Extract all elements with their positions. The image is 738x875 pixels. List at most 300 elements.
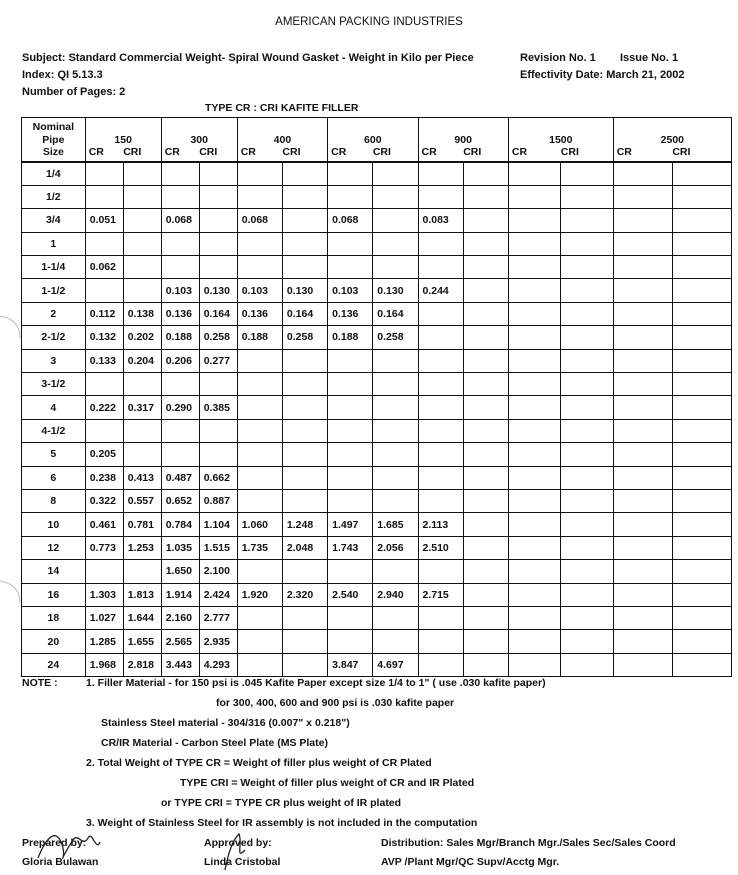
cri-weight-cell <box>561 256 613 279</box>
cri-weight-cell <box>673 606 732 629</box>
cr-weight-cell: 0.773 <box>85 536 123 559</box>
cr-weight-cell <box>418 256 463 279</box>
cr-weight-cell <box>418 326 463 349</box>
cr-weight-cell: 2.160 <box>161 606 199 629</box>
cri-weight-cell: 0.130 <box>373 279 418 302</box>
effectivity-date: Effectivity Date: March 21, 2002 <box>520 69 685 81</box>
cri-weight-cell <box>463 185 508 208</box>
cr-weight-cell <box>418 396 463 419</box>
cr-weight-cell <box>418 419 463 442</box>
cri-weight-cell <box>561 302 613 325</box>
cri-weight-cell: 0.164 <box>282 302 327 325</box>
table-row <box>22 443 732 466</box>
pipe-size-cell: 1 <box>22 232 86 255</box>
cri-weight-cell <box>561 513 613 536</box>
cr-weight-cell: 0.652 <box>161 489 199 512</box>
prepared-signature <box>28 818 123 873</box>
cri-weight-cell <box>463 279 508 302</box>
cri-weight-cell: 1.644 <box>123 606 161 629</box>
cri-weight-cell <box>561 443 613 466</box>
cri-weight-cell <box>463 396 508 419</box>
cr-weight-cell <box>613 560 673 583</box>
cri-weight-cell <box>673 653 732 676</box>
cr-weight-cell <box>328 419 373 442</box>
cr-label: CR <box>331 146 347 158</box>
cri-weight-cell: 0.413 <box>123 466 161 489</box>
cr-weight-cell <box>508 162 560 186</box>
cri-weight-cell: 0.662 <box>199 466 237 489</box>
cri-weight-cell <box>463 489 508 512</box>
cr-weight-cell <box>508 256 560 279</box>
cr-weight-cell: 2.715 <box>418 583 463 606</box>
cr-weight-cell: 0.103 <box>237 279 282 302</box>
pipe-size-cell: 1/4 <box>22 162 86 186</box>
cr-weight-cell <box>237 489 282 512</box>
pages-line: Number of Pages: 2 <box>22 86 126 98</box>
cr-weight-cell: 1.920 <box>237 583 282 606</box>
cri-weight-cell: 0.202 <box>123 326 161 349</box>
cri-weight-cell <box>561 349 613 372</box>
cri-weight-cell <box>561 630 613 653</box>
cr-label: CR <box>164 146 180 158</box>
cr-weight-cell <box>613 302 673 325</box>
cri-weight-cell <box>673 513 732 536</box>
note-3: 3. Weight of Stainless Steel for IR assembly is not included in the computation <box>86 817 478 829</box>
cr-weight-cell <box>613 653 673 676</box>
cri-weight-cell <box>561 185 613 208</box>
cr-weight-cell <box>508 536 560 559</box>
note-2: 2. Total Weight of TYPE CR = Weight of filler plus weight of CR Plated <box>86 757 432 769</box>
pipe-size-cell: 3/4 <box>22 209 86 232</box>
cr-weight-cell <box>613 606 673 629</box>
cri-weight-cell: 1.248 <box>282 513 327 536</box>
approved-signature <box>205 820 285 875</box>
index-line: Index: QI 5.13.3 <box>22 69 103 81</box>
approved-by-name: Linda Cristobal <box>204 856 281 868</box>
cr-weight-cell: 1.060 <box>237 513 282 536</box>
cr-weight-cell <box>418 630 463 653</box>
cri-weight-cell: 4.293 <box>199 653 237 676</box>
prepared-by-name: Gloria Bulawan <box>22 856 99 868</box>
cri-weight-cell: 2.777 <box>199 606 237 629</box>
cr-weight-cell: 3.443 <box>161 653 199 676</box>
cr-weight-cell: 0.133 <box>85 349 123 372</box>
cri-weight-cell <box>282 349 327 372</box>
cr-weight-cell <box>418 162 463 186</box>
pipe-size-cell: 3-1/2 <box>22 373 86 396</box>
cr-weight-cell: 1.968 <box>85 653 123 676</box>
cr-weight-cell <box>161 373 199 396</box>
cr-weight-cell <box>613 466 673 489</box>
cr-weight-cell: 2.540 <box>328 583 373 606</box>
cri-weight-cell <box>463 302 508 325</box>
cri-weight-cell <box>673 349 732 372</box>
cr-weight-cell <box>508 489 560 512</box>
cri-weight-cell <box>373 489 418 512</box>
cr-weight-cell: 0.784 <box>161 513 199 536</box>
cri-weight-cell <box>282 209 327 232</box>
cr-weight-cell: 1.914 <box>161 583 199 606</box>
note-cr-ir-material: CR/IR Material - Carbon Steel Plate (MS Plate) <box>101 737 328 749</box>
table-row <box>22 232 732 255</box>
cri-weight-cell <box>673 560 732 583</box>
cri-label: CRI <box>560 146 579 158</box>
table-row <box>22 560 732 583</box>
cri-weight-cell <box>463 630 508 653</box>
cri-weight-cell <box>282 232 327 255</box>
cri-weight-cell <box>463 443 508 466</box>
cri-weight-cell <box>282 653 327 676</box>
cr-weight-cell: 0.290 <box>161 396 199 419</box>
cri-weight-cell <box>463 583 508 606</box>
cr-weight-cell: 3.847 <box>328 653 373 676</box>
cri-weight-cell: 0.258 <box>282 326 327 349</box>
table-row <box>22 630 732 653</box>
cr-weight-cell: 0.188 <box>161 326 199 349</box>
cri-weight-cell: 1.104 <box>199 513 237 536</box>
cr-weight-cell: 0.068 <box>237 209 282 232</box>
cri-weight-cell: 0.277 <box>199 349 237 372</box>
punch-hole-mark <box>0 310 22 340</box>
class-header <box>613 118 731 162</box>
cri-weight-cell <box>123 209 161 232</box>
cr-weight-cell <box>418 466 463 489</box>
cr-weight-cell <box>328 373 373 396</box>
cr-weight-cell <box>508 630 560 653</box>
cri-weight-cell <box>373 256 418 279</box>
pipe-size-cell: 1-1/4 <box>22 256 86 279</box>
cri-weight-cell: 4.697 <box>373 653 418 676</box>
cri-weight-cell: 2.818 <box>123 653 161 676</box>
cr-weight-cell: 0.051 <box>85 209 123 232</box>
approved-by-label: Approved by: <box>204 837 272 849</box>
note-2-or: or TYPE CRI = TYPE CR plus weight of IR plated <box>161 797 402 809</box>
cri-weight-cell <box>373 466 418 489</box>
cr-weight-cell: 0.062 <box>85 256 123 279</box>
cri-weight-cell: 2.320 <box>282 583 327 606</box>
cr-weight-cell <box>508 513 560 536</box>
cr-weight-cell <box>418 232 463 255</box>
cr-weight-cell: 0.083 <box>418 209 463 232</box>
cr-weight-cell <box>237 419 282 442</box>
cri-weight-cell <box>561 326 613 349</box>
cri-weight-cell: 0.781 <box>123 513 161 536</box>
pipe-size-cell: 4-1/2 <box>22 419 86 442</box>
cri-weight-cell <box>463 606 508 629</box>
cri-weight-cell <box>282 162 327 186</box>
cr-weight-cell: 0.103 <box>161 279 199 302</box>
cr-weight-cell <box>418 185 463 208</box>
cr-weight-cell <box>161 443 199 466</box>
cri-weight-cell <box>373 232 418 255</box>
cri-weight-cell <box>373 606 418 629</box>
cri-weight-cell <box>373 396 418 419</box>
cr-weight-cell <box>508 209 560 232</box>
cr-weight-cell: 0.068 <box>328 209 373 232</box>
cri-weight-cell: 2.048 <box>282 536 327 559</box>
cri-weight-cell <box>561 162 613 186</box>
cri-label: CRI <box>199 146 218 158</box>
cr-weight-cell <box>508 419 560 442</box>
cri-weight-cell <box>373 349 418 372</box>
cri-weight-cell: 0.385 <box>199 396 237 419</box>
class-header <box>237 118 327 162</box>
cri-weight-cell: 0.887 <box>199 489 237 512</box>
cr-weight-cell <box>613 583 673 606</box>
cri-weight-cell <box>282 606 327 629</box>
cr-weight-cell <box>508 653 560 676</box>
cri-weight-cell <box>463 536 508 559</box>
pipe-size-cell: 18 <box>22 606 86 629</box>
cri-weight-cell <box>199 373 237 396</box>
cr-weight-cell <box>328 349 373 372</box>
type-line: TYPE CR : CRI KAFITE FILLER <box>205 102 359 114</box>
pipe-size-cell: 2-1/2 <box>22 326 86 349</box>
cr-weight-cell <box>85 232 123 255</box>
cri-weight-cell <box>373 185 418 208</box>
table-row <box>22 302 732 325</box>
note-2-cri: TYPE CRI = Weight of filler plus weight of CR and IR Plated <box>180 777 475 789</box>
cri-weight-cell <box>673 279 732 302</box>
cri-label: CRI <box>123 146 142 158</box>
cri-weight-cell <box>561 653 613 676</box>
cr-weight-cell: 1.303 <box>85 583 123 606</box>
table-row <box>22 209 732 232</box>
table-body <box>22 162 732 677</box>
cr-weight-cell: 0.132 <box>85 326 123 349</box>
pipe-size-cell: 12 <box>22 536 86 559</box>
pipe-size-cell: 5 <box>22 443 86 466</box>
cri-weight-cell <box>463 256 508 279</box>
class-header <box>161 118 237 162</box>
cri-weight-cell <box>373 419 418 442</box>
cr-weight-cell <box>613 232 673 255</box>
note-label: NOTE : <box>22 677 58 689</box>
cri-weight-cell: 1.813 <box>123 583 161 606</box>
cri-weight-cell <box>673 326 732 349</box>
note-1: 1. Filler Material - for 150 psi is .045 Kafite Paper except size 1/4 to 1" ( use .030 kafite paper) <box>86 677 546 689</box>
cri-weight-cell: 0.164 <box>373 302 418 325</box>
cr-weight-cell <box>508 349 560 372</box>
cri-weight-cell <box>282 630 327 653</box>
cr-weight-cell: 0.205 <box>85 443 123 466</box>
cr-weight-cell <box>613 162 673 186</box>
table-row <box>22 606 732 629</box>
cri-weight-cell <box>373 373 418 396</box>
cr-weight-cell <box>237 232 282 255</box>
cr-weight-cell <box>237 373 282 396</box>
cr-weight-cell: 2.510 <box>418 536 463 559</box>
pipe-size-cell: 14 <box>22 560 86 583</box>
cri-weight-cell: 0.204 <box>123 349 161 372</box>
cr-weight-cell <box>508 560 560 583</box>
cri-weight-cell <box>282 396 327 419</box>
cri-weight-cell: 0.130 <box>282 279 327 302</box>
cr-weight-cell <box>237 466 282 489</box>
note-stainless-steel: Stainless Steel material - 304/316 (0.007" x 0.218") <box>101 717 350 729</box>
cr-weight-cell: 2.113 <box>418 513 463 536</box>
cri-weight-cell <box>463 466 508 489</box>
cri-weight-cell: 2.056 <box>373 536 418 559</box>
cri-weight-cell: 1.515 <box>199 536 237 559</box>
table-row <box>22 279 732 302</box>
cri-weight-cell <box>282 373 327 396</box>
cri-weight-cell: 1.253 <box>123 536 161 559</box>
cr-weight-cell <box>85 419 123 442</box>
cr-weight-cell <box>237 349 282 372</box>
cri-weight-cell: 0.164 <box>199 302 237 325</box>
class-header <box>85 118 161 162</box>
table-row <box>22 513 732 536</box>
pipe-size-cell: 1-1/2 <box>22 279 86 302</box>
cri-weight-cell <box>123 279 161 302</box>
subject-line: Subject: Standard Commercial Weight- Spiral Wound Gasket - Weight in Kilo per Piece <box>22 52 474 64</box>
cr-weight-cell <box>508 466 560 489</box>
cri-weight-cell <box>673 232 732 255</box>
cr-weight-cell: 0.461 <box>85 513 123 536</box>
cr-weight-cell <box>85 373 123 396</box>
cr-weight-cell: 1.035 <box>161 536 199 559</box>
cr-weight-cell: 1.735 <box>237 536 282 559</box>
cri-weight-cell <box>561 489 613 512</box>
cri-weight-cell: 1.685 <box>373 513 418 536</box>
cr-weight-cell <box>328 606 373 629</box>
cr-weight-cell: 1.743 <box>328 536 373 559</box>
cr-label: CR <box>616 146 632 158</box>
cri-weight-cell <box>561 466 613 489</box>
cr-weight-cell <box>613 396 673 419</box>
cri-weight-cell <box>673 419 732 442</box>
nominal-label: Nominal <box>32 121 75 133</box>
cri-label: CRI <box>372 146 391 158</box>
table-row <box>22 396 732 419</box>
pipe-size-cell: 2 <box>22 302 86 325</box>
cr-weight-cell <box>328 162 373 186</box>
cr-weight-cell: 0.068 <box>161 209 199 232</box>
cri-weight-cell <box>199 256 237 279</box>
cr-weight-cell <box>328 630 373 653</box>
cri-weight-cell <box>463 209 508 232</box>
cr-weight-cell: 0.188 <box>328 326 373 349</box>
cri-weight-cell <box>673 256 732 279</box>
size-label: Size <box>42 146 64 158</box>
cr-weight-cell: 0.103 <box>328 279 373 302</box>
cr-weight-cell <box>85 560 123 583</box>
cr-weight-cell <box>237 396 282 419</box>
issue-no: Issue No. 1 <box>620 52 679 64</box>
cri-weight-cell <box>463 513 508 536</box>
cri-weight-cell: 0.138 <box>123 302 161 325</box>
cr-weight-cell <box>613 279 673 302</box>
cr-weight-cell <box>508 185 560 208</box>
cri-weight-cell: 0.557 <box>123 489 161 512</box>
cr-weight-cell <box>418 302 463 325</box>
cr-weight-cell <box>237 653 282 676</box>
cri-weight-cell <box>673 536 732 559</box>
cr-weight-cell <box>613 443 673 466</box>
cr-weight-cell <box>508 443 560 466</box>
table-row <box>22 466 732 489</box>
table-header-row <box>22 118 732 162</box>
cri-weight-cell <box>561 419 613 442</box>
cri-weight-cell <box>123 373 161 396</box>
cri-weight-cell <box>199 209 237 232</box>
cri-weight-cell <box>282 443 327 466</box>
cr-weight-cell <box>418 443 463 466</box>
pipe-size-cell: 4 <box>22 396 86 419</box>
cri-weight-cell: 0.130 <box>199 279 237 302</box>
gasket-weight-table <box>21 117 732 677</box>
cr-weight-cell <box>508 232 560 255</box>
table-row <box>22 653 732 676</box>
cri-weight-cell <box>673 373 732 396</box>
cri-weight-cell: 2.424 <box>199 583 237 606</box>
table-row <box>22 326 732 349</box>
cri-label: CRI <box>672 146 691 158</box>
distribution-line: Distribution: Sales Mgr/Branch Mgr./Sales Sec/Sales Coord <box>381 837 676 849</box>
table-row <box>22 373 732 396</box>
cr-weight-cell <box>328 560 373 583</box>
cr-weight-cell <box>508 606 560 629</box>
cr-label: CR <box>88 146 104 158</box>
cr-weight-cell <box>613 256 673 279</box>
cr-weight-cell: 1.027 <box>85 606 123 629</box>
cr-weight-cell <box>161 185 199 208</box>
cr-weight-cell <box>508 326 560 349</box>
cri-weight-cell: 2.940 <box>373 583 418 606</box>
cri-weight-cell <box>463 232 508 255</box>
cri-weight-cell <box>673 162 732 186</box>
cri-label: CRI <box>282 146 301 158</box>
pipe-size-cell: 20 <box>22 630 86 653</box>
table-row <box>22 489 732 512</box>
cr-weight-cell <box>418 653 463 676</box>
cr-weight-cell <box>613 513 673 536</box>
cri-weight-cell <box>282 419 327 442</box>
class-label: 1500 <box>549 133 573 146</box>
table-row <box>22 349 732 372</box>
cr-weight-cell <box>85 185 123 208</box>
class-label: 2500 <box>660 133 685 146</box>
cr-weight-cell <box>161 419 199 442</box>
cri-weight-cell <box>463 653 508 676</box>
cri-weight-cell <box>123 162 161 186</box>
cr-weight-cell <box>613 489 673 512</box>
cri-weight-cell <box>673 443 732 466</box>
distribution-line-2: AVP /Plant Mgr/QC Supv/Acctg Mgr. <box>381 856 560 868</box>
revision-no: Revision No. 1 <box>520 52 596 64</box>
pipe-size-cell: 8 <box>22 489 86 512</box>
class-label: 150 <box>114 133 132 146</box>
cri-weight-cell <box>282 466 327 489</box>
cri-weight-cell <box>561 536 613 559</box>
cr-weight-cell <box>237 606 282 629</box>
cr-weight-cell <box>237 162 282 186</box>
cr-weight-cell: 0.136 <box>237 302 282 325</box>
class-header <box>418 118 508 162</box>
cr-weight-cell <box>418 373 463 396</box>
pipe-size-cell: 1/2 <box>22 185 86 208</box>
cr-weight-cell: 0.136 <box>161 302 199 325</box>
pipe-label: Pipe <box>42 133 65 146</box>
cr-weight-cell <box>613 185 673 208</box>
cri-weight-cell <box>561 396 613 419</box>
cri-weight-cell <box>463 560 508 583</box>
cri-weight-cell <box>673 185 732 208</box>
cr-weight-cell: 0.238 <box>85 466 123 489</box>
cr-weight-cell <box>328 489 373 512</box>
cr-weight-cell <box>328 443 373 466</box>
